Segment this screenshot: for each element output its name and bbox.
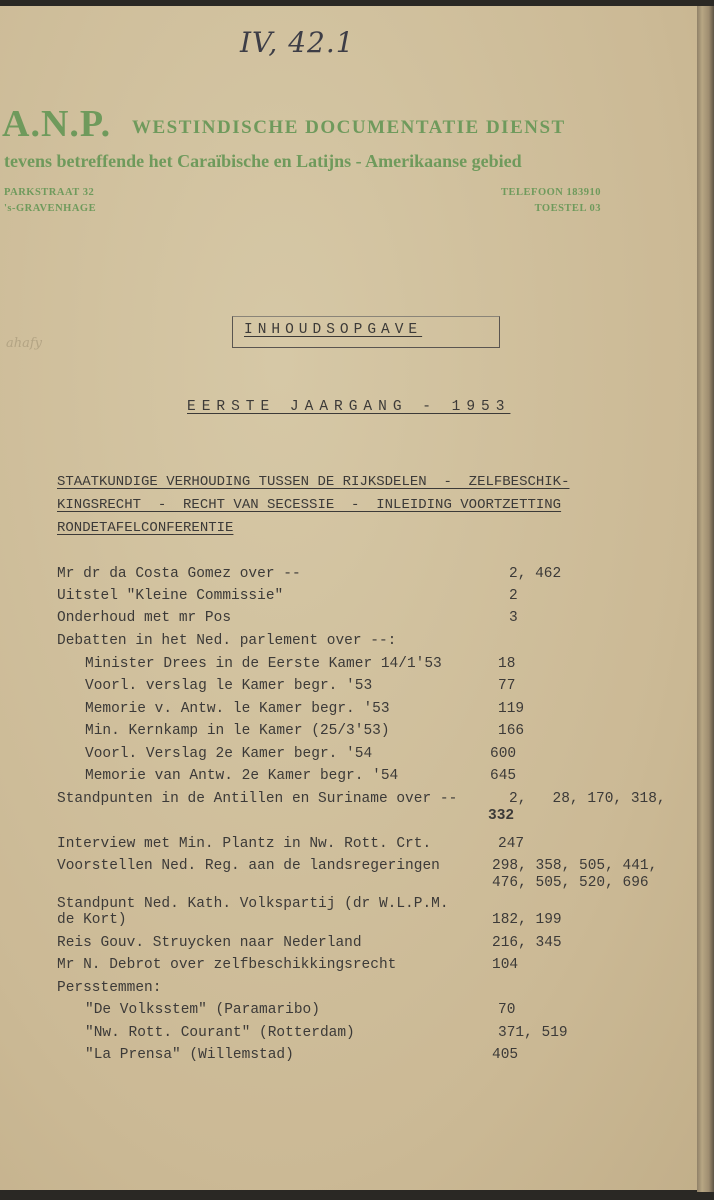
document-title: INHOUDSOPGAVE [244,322,423,338]
list-item-label: "Nw. Rott. Courant" (Rotterdam) [85,1025,355,1041]
list-item-label: "La Prensa" (Willemstad) [85,1047,294,1063]
list-item-pages: 119 [498,701,525,717]
list-item-label-continued: de Kort) [57,912,127,928]
list-item-pages-continued: 476, 505, 520, 696 [492,875,649,891]
list-item-label: Voorl. Verslag 2e Kamer begr. '54 [85,746,373,762]
document-subtitle: EERSTE JAARGANG - 1953 [187,399,511,415]
phone-extension: TOESTEL 03 [534,203,601,214]
list-item-pages: 2 [509,588,518,604]
org-subtitle: WESTINDISCHE DOCUMENTATIE DIENST [132,117,566,138]
list-item-label: Standpunten in de Antillen en Suriname over -- [57,791,458,807]
org-logo-text: A.N.P. [2,103,112,145]
list-item-pages: 371, 519 [498,1025,568,1041]
list-item-pages: 104 [492,957,519,973]
margin-note: ahafy [6,336,43,351]
list-item-label: Mr dr da Costa Gomez over -- [57,566,301,582]
list-item-label: Persstemmen: [57,980,162,996]
list-item-pages: 600 [490,746,517,762]
address-street: PARKSTRAAT 32 [4,187,95,198]
list-item-label: Interview met Min. Plantz in Nw. Rott. Crt. [57,836,432,852]
list-item-label: Memorie van Antw. 2e Kamer begr. '54 [85,768,399,784]
list-item-label: Voorstellen Ned. Reg. aan de landsregeringen [57,858,440,874]
list-item-label: Mr N. Debrot over zelfbeschikkingsrecht [57,957,397,973]
list-item-pages: 70 [498,1002,516,1018]
list-item-pages: 298, 358, 505, 441, [492,858,658,874]
section-heading-line-2: KINGSRECHT - RECHT VAN SECESSIE - INLEIDING VOORTZETTING [57,497,562,513]
list-item-label: Debatten in het Ned. parlement over --: [57,633,397,649]
page-edge [697,6,714,1192]
address-city: 's-GRAVENHAGE [4,203,97,214]
document-page [0,6,697,1190]
list-item-pages: 166 [498,723,525,739]
list-item-pages: 3 [509,610,518,626]
list-item-label: Voorl. verslag le Kamer begr. '53 [85,678,373,694]
list-item-label: "De Volksstem" (Paramaribo) [85,1002,320,1018]
list-item-label: Min. Kernkamp in le Kamer (25/3'53) [85,723,390,739]
list-item-pages: 77 [498,678,516,694]
section-heading-line-3: RONDETAFELCONFERENTIE [57,520,234,536]
list-item-label: Standpunt Ned. Kath. Volkspartij (dr W.L.P.M. [57,896,449,912]
phone-number: TELEFOON 183910 [501,187,601,198]
handwritten-reference: IV, 42.1 [240,26,355,59]
list-item-pages: 18 [498,656,516,672]
list-item-label: Minister Drees in de Eerste Kamer 14/1'53 [85,656,442,672]
list-item-pages: 405 [492,1047,519,1063]
list-item-label: Memorie v. Antw. le Kamer begr. '53 [85,701,390,717]
list-item-pages-continued: 332 [488,808,515,824]
letterhead-tagline: tevens betreffende het Caraïbische en Latijns - Amerikaanse gebied [4,151,522,171]
list-item-pages: 2, 462 [509,566,562,582]
section-heading-line-1: STAATKUNDIGE VERHOUDING TUSSEN DE RIJKSDELEN - ZELFBESCHIK- [57,474,570,490]
list-item-pages: 2, 28, 170, 318, [509,791,666,807]
list-item-pages: 216, 345 [492,935,562,951]
list-item-pages: 645 [490,768,517,784]
list-item-pages: 247 [498,836,525,852]
list-item-label: Uitstel "Kleine Commissie" [57,588,284,604]
list-item-label: Onderhoud met mr Pos [57,610,232,626]
list-item-pages: 182, 199 [492,912,562,928]
list-item-label: Reis Gouv. Struycken naar Nederland [57,935,362,951]
